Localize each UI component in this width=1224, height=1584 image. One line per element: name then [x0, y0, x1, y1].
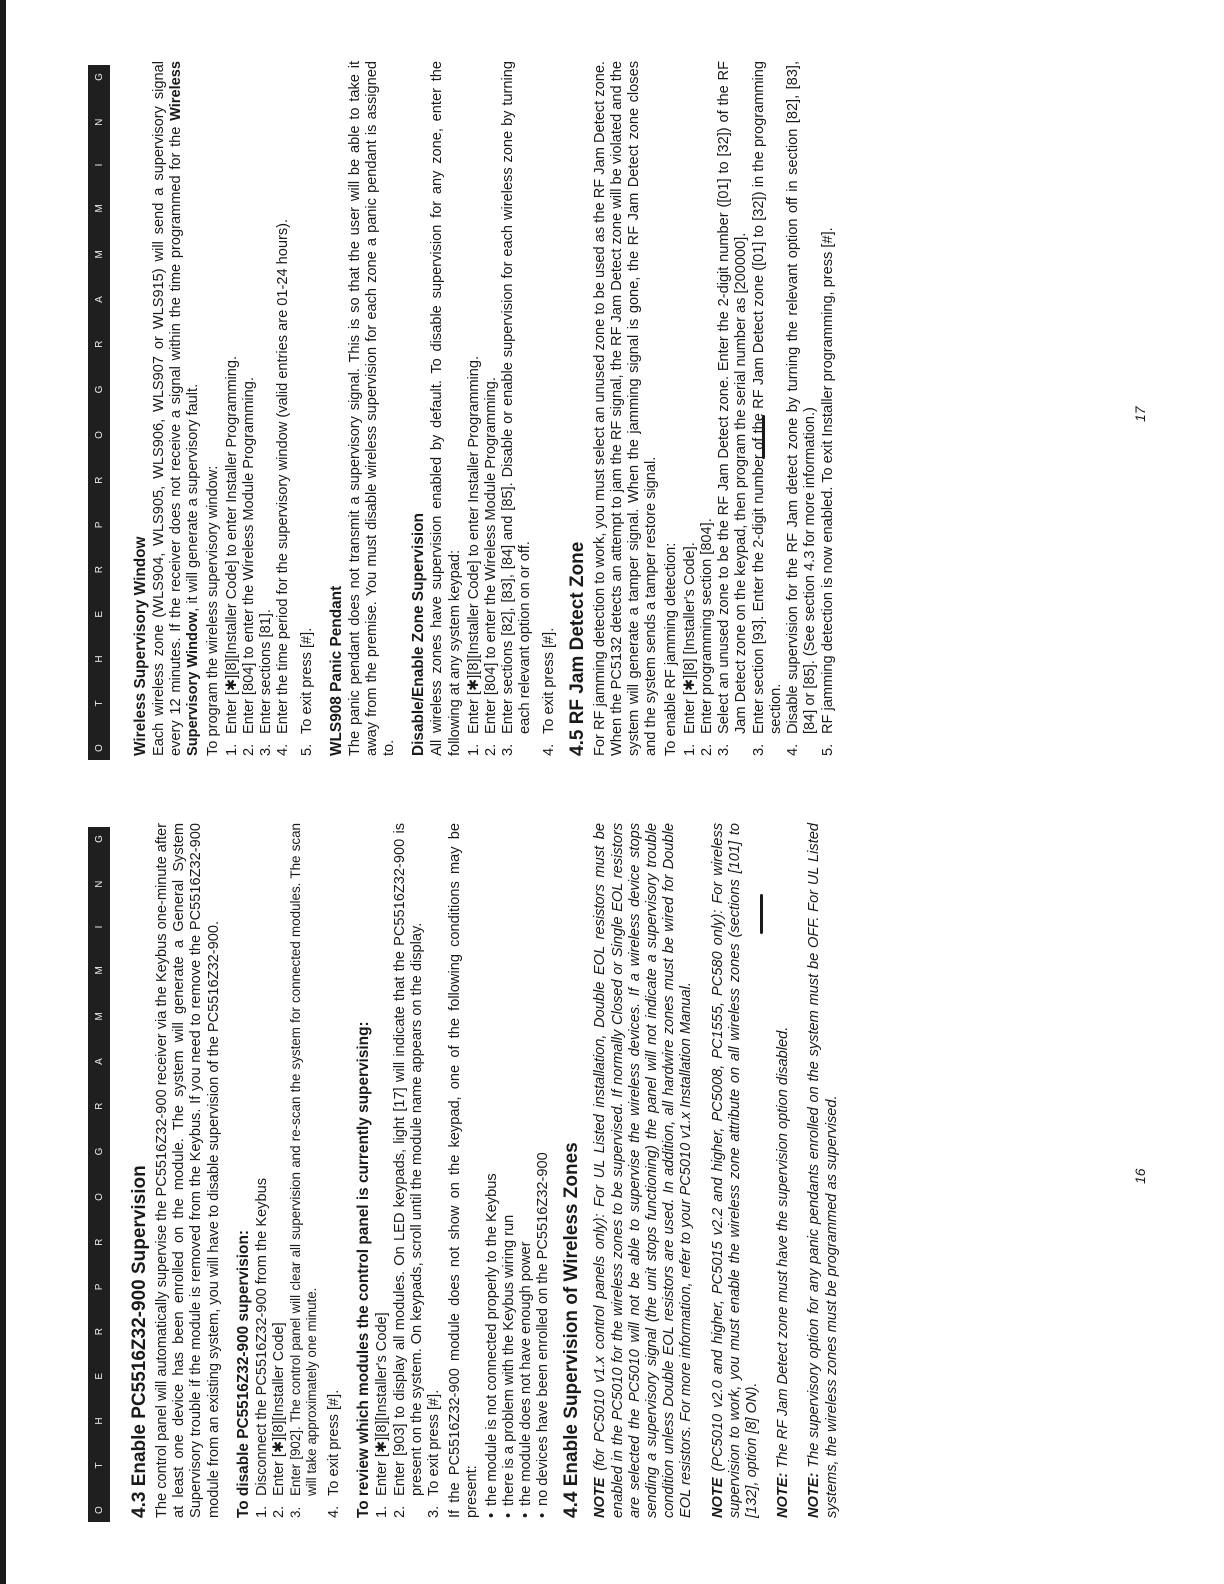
subheading: Wireless Supervisory Window [132, 536, 149, 756]
list-item: 3. Enter [902]. The control panel will clear all supervision and re-scan the system for connected modules. The scan will take approximately one minute. [288, 823, 320, 1518]
page-number: 16 [1132, 1168, 1148, 1184]
subheading: To review which modules the control panel is currently supervising: [355, 1021, 373, 1518]
list-item: • there is a problem with the Keybus wiring run [501, 823, 518, 1518]
list-item: 2. Enter [804] to enter the Wireless Module Programming. [483, 377, 500, 756]
paragraph: The panic pendant does not transmit a supervisory signal. This is so that the user will be able to take it away from the premise. You must disable wireless supervision for each zone a panic pendant is assigned to. [346, 61, 398, 756]
steps-list [254, 823, 344, 1518]
subheading: Disable/Enable Zone Supervision [410, 513, 428, 756]
section-title: 4.3 Enable PC5516Z32-900 Supervision [129, 1165, 150, 1518]
steps-list [466, 61, 558, 756]
steps-list [682, 61, 837, 756]
section-title: 4.4 Enable Supervision of Wireless Zones [561, 1142, 583, 1518]
list-item: 2. Enter [804] to enter the Wireless Module Programming. [241, 377, 258, 756]
header-bar: O T H E R P R O G R A M M I N G [88, 827, 110, 1522]
list-item: 4. Disable supervision for the RF Jam detect zone by turning the relevant option off in section [82], [83], [84] or [85]. (See section 4.3 for more information.) [785, 61, 819, 756]
steps-list [224, 61, 316, 756]
note: NOTE (PC5010 v2.0 and higher, PC5015 v2.2 and higher, PC5008, PC1555, PC580 only): For wireless supervision to work, you must enable the wireless zone attribute on all wireless zones (sections [101] to [132], option [8] ON). [709, 823, 761, 1518]
list-item: 1. Enter [✱][8][Installer Code] to enter Installer Programming. [223, 355, 240, 756]
section-title: 4.5 RF Jam Detect Zone [566, 541, 588, 756]
list-item: 3. Enter sections [81]. [258, 609, 275, 756]
subheading: To disable PC5516Z32-900 supervision: [234, 1230, 252, 1518]
list-item: 4. Enter the time period for the supervisory window (valid entries are 01-24 hours). [275, 218, 292, 756]
steps-list [374, 823, 443, 1518]
gutter-mark [760, 894, 763, 934]
list-item: 5. To exit press [#]. [298, 627, 315, 756]
list-item: 1. Enter [✱][8] [Installer's Code]. [681, 542, 698, 756]
list-item: 4. To exit press [#]. [326, 1389, 343, 1518]
list-item: • no devices have been enrolled on the PC5516Z32-900 [535, 823, 552, 1518]
page-16 [0, 792, 1224, 1584]
list-item: 3. Enter section [93]. Enter the 2-digit number of the RF Jam Detect zone ([01] to [32]) in the programming section. [750, 61, 784, 756]
list-item: 1. Enter [✱][8][Installer's Code] [374, 1312, 391, 1518]
list-item: 1. Disconnect the PC5516Z32-900 from the Keybus [253, 1178, 270, 1518]
paragraph: Each wireless zone (WLS904, WLS905, WLS906, WLS907 or WLS915) will send a supervisory signal every 12 minutes. If the receiver does not receive a signal within the time programmed for the Wireless Supervisory Window, it will generate a supervisory fault. [151, 61, 202, 756]
subheading: WLS908 Panic Pendant [327, 585, 345, 756]
note: NOTE: The supervisory option for any panic pendants enrolled on the system must be OFF. For UL Listed systems, the wireless zones must be programmed as supervised. [806, 823, 840, 1518]
list-item: 2. Enter [✱][8][Installer Code] [271, 1322, 288, 1518]
paragraph: All wireless zones have supervision enabled by default. To disable supervision for any zone, enter the following at any system keypad: [429, 61, 463, 756]
paragraph: If the PC5516Z32-900 module does not show on the keypad, one of the following conditions may be present: [447, 823, 481, 1518]
list-item: 4. To exit press [#]. [540, 627, 557, 756]
paragraph: The control panel will automatically supervise the PC5516Z32-900 receiver via the Keybus one-minute after at least one device has been enrolled on the module. The system will generate a General System Supervisory trouble if the module is removed from the Keybus. If you need to remove the PC5516Z32-900 module from an existing system, you will have to disable supervision of the PC5516Z32-900. [154, 823, 222, 1518]
list-item: 3. To exit press [#]. [426, 1389, 443, 1518]
list-item: 1. Enter [✱][8][Installer Code] to enter Installer Programming. [465, 355, 482, 756]
paragraph: To program the wireless supervisory window: [204, 465, 221, 756]
page-number: 17 [1132, 406, 1148, 422]
note: NOTE: The RF Jam Detect zone must have the supervision option disabled. [775, 1026, 792, 1518]
bullet-list [484, 823, 553, 1518]
list-item: 5. RF jamming detection is now enabled. To exit Installer programming, press [#]. [819, 227, 836, 756]
right-column [120, 61, 841, 756]
list-item: 2. Enter [903] to display all modules. On LED keypads, light [17] will indicate that the PC5516Z32-900 is present on the system. On keypads, scroll until the module name appears on the display. [391, 823, 425, 1518]
list-item: 3. Select an unused zone to be the RF Jam Detect zone. Enter the 2-digit number ([01] to [32]) of the RF Jam Detect zone on the keypad, then program the serial number as [200000]. [716, 61, 750, 756]
list-item: 2. Enter programming section [804]. [699, 518, 716, 756]
note: NOTE (for PC5010 v1.x control panels only): For UL Listed installation, Double EOL resistors must be enabled in the PC5010 for the wireless zones to be supervised. If normally Closed or Single EOL resistors are selected the PC5010 will not be able to supervise the wireless devices. If a wireless device stops sending a supervisory signal (the unit stops functioning) the panel will not indicate a supervisory trouble condition unless Double EOL resistors are used. In addition, all hardwire zones must be wired for Double EOL resistors. For more information, refer to your PC5010 v1.x Installation Manual. [592, 823, 695, 1518]
list-item: 3. Enter sections [82], [83], [84] and [85]. Disable or enable supervision for each wireless zone by turning each relevant option on or off. [500, 61, 534, 756]
left-column [120, 823, 845, 1518]
header-bar: O T H E R P R O G R A M M I N G [88, 65, 110, 760]
paragraph: To enable RF jamming detection: [662, 542, 679, 756]
paragraph: For RF jamming detection to work, you must select an unused zone to be used as the RF Jam Detect zone. When the PC5132 detects an attempt to jam the RF signal, the RF Jam Detect zone will be violated and the system will generate a tamper signal. When the jamming signal is gone, the RF Jam Detect zone closes and the system sends a tamper restore signal. [591, 61, 660, 756]
list-item: • the module is not connected properly to the Keybus [484, 823, 501, 1518]
list-item: • the module does not have enough power [518, 823, 535, 1518]
